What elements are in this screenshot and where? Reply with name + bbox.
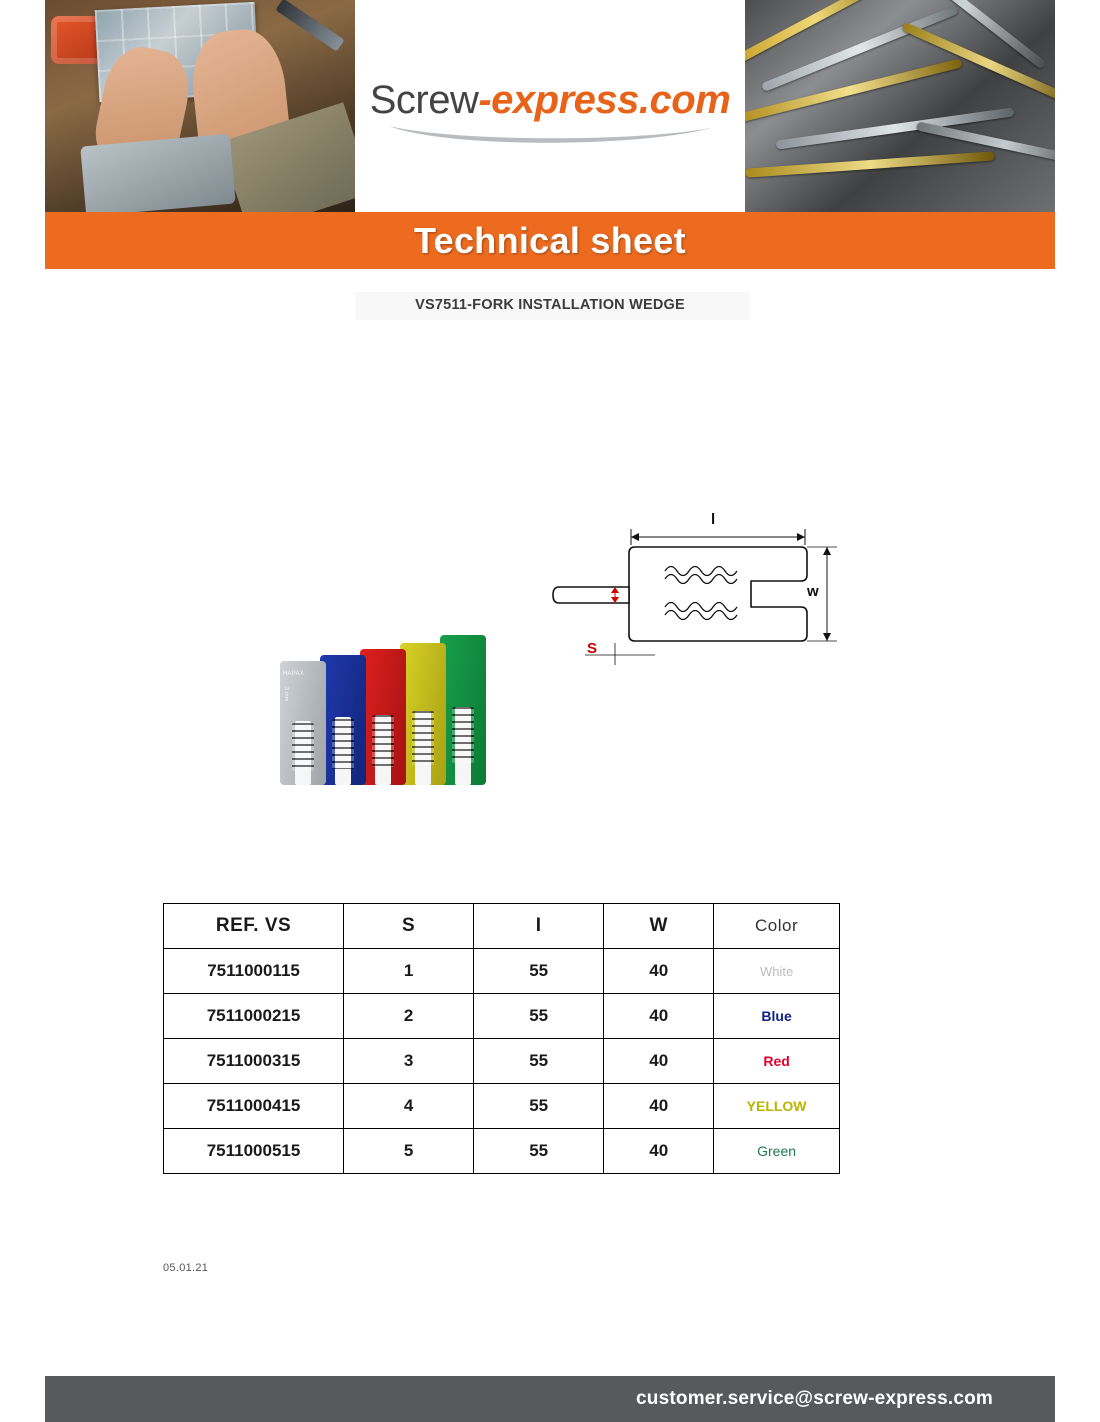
cell-color — [714, 1084, 840, 1129]
wedge-yellow — [400, 643, 446, 785]
cell-ref: 7511000515 — [164, 1129, 344, 1174]
logo-text — [370, 78, 731, 123]
wedge-green — [440, 635, 486, 785]
cell-w: 40 — [604, 949, 714, 994]
wedge-size-label: 2 mm — [283, 687, 289, 702]
header-w: W — [604, 904, 714, 949]
drawing-label-w: w — [807, 583, 819, 600]
cell-s: 5 — [344, 1129, 474, 1174]
color-label: Red — [763, 1053, 790, 1069]
product-photo — [240, 575, 520, 785]
cell-i: 55 — [474, 949, 604, 994]
table-row — [164, 1084, 840, 1129]
product-title: VS7511-FORK INSTALLATION WEDGE — [415, 297, 685, 313]
header-s: S — [344, 904, 474, 949]
cell-color — [714, 1039, 840, 1084]
screwdriver-icon — [275, 0, 344, 51]
technical-drawing — [545, 511, 875, 685]
brand-logo — [355, 0, 745, 212]
color-label: White — [759, 964, 794, 979]
drawing-label-l: l — [711, 511, 716, 528]
spec-table — [163, 903, 840, 1174]
metal-plate — [80, 134, 236, 212]
header-ref: REF. VS — [164, 904, 344, 949]
cell-color — [714, 994, 840, 1039]
table-header-row — [164, 904, 840, 949]
contact-email: customer.service@screw-express.com — [636, 1388, 993, 1409]
cell-i: 55 — [474, 1084, 604, 1129]
cell-i: 55 — [474, 994, 604, 1039]
cell-i: 55 — [474, 1129, 604, 1174]
logo-accent: -express.com — [478, 77, 731, 122]
table-row — [164, 949, 840, 994]
cell-ref: 7511000415 — [164, 1084, 344, 1129]
date-value: 05.01.21 — [163, 1262, 209, 1274]
date-stamp — [163, 1262, 208, 1274]
color-label: YELLOW — [746, 1098, 807, 1114]
spec-table-container — [163, 903, 840, 1174]
cell-ref: 7511000315 — [164, 1039, 344, 1084]
screws-photo — [745, 0, 1055, 212]
cell-s: 2 — [344, 994, 474, 1039]
header-i: I — [474, 904, 604, 949]
table-row — [164, 1129, 840, 1174]
color-label: Green — [757, 1143, 797, 1159]
cell-ref: 7511000215 — [164, 994, 344, 1039]
workshop-photo — [45, 0, 355, 212]
cell-w: 40 — [604, 994, 714, 1039]
cell-i: 55 — [474, 1039, 604, 1084]
cell-w: 40 — [604, 1084, 714, 1129]
table-row — [164, 994, 840, 1039]
table-row — [164, 1039, 840, 1084]
cell-w: 40 — [604, 1129, 714, 1174]
technical-sheet-title-bar — [45, 212, 1055, 269]
cell-s: 3 — [344, 1039, 474, 1084]
logo-main: Screw — [369, 77, 479, 122]
wedge-white — [280, 661, 326, 785]
cell-w: 40 — [604, 1039, 714, 1084]
drawing-label-s: S — [587, 640, 598, 657]
wedge-red — [360, 649, 406, 785]
header-color: Color — [714, 904, 840, 949]
color-label: Blue — [761, 1008, 792, 1024]
cell-s: 1 — [344, 949, 474, 994]
wedge-brand-label: HAPAX — [283, 671, 304, 677]
header-banner — [45, 0, 1055, 212]
footer-bar — [45, 1376, 1055, 1422]
cell-ref: 7511000115 — [164, 949, 344, 994]
cell-s: 4 — [344, 1084, 474, 1129]
wedge-blue — [320, 655, 366, 785]
cell-color — [714, 1129, 840, 1174]
cell-color — [714, 949, 840, 994]
technical-sheet-title: Technical sheet — [414, 219, 686, 261]
logo-swoosh-icon — [385, 122, 715, 148]
